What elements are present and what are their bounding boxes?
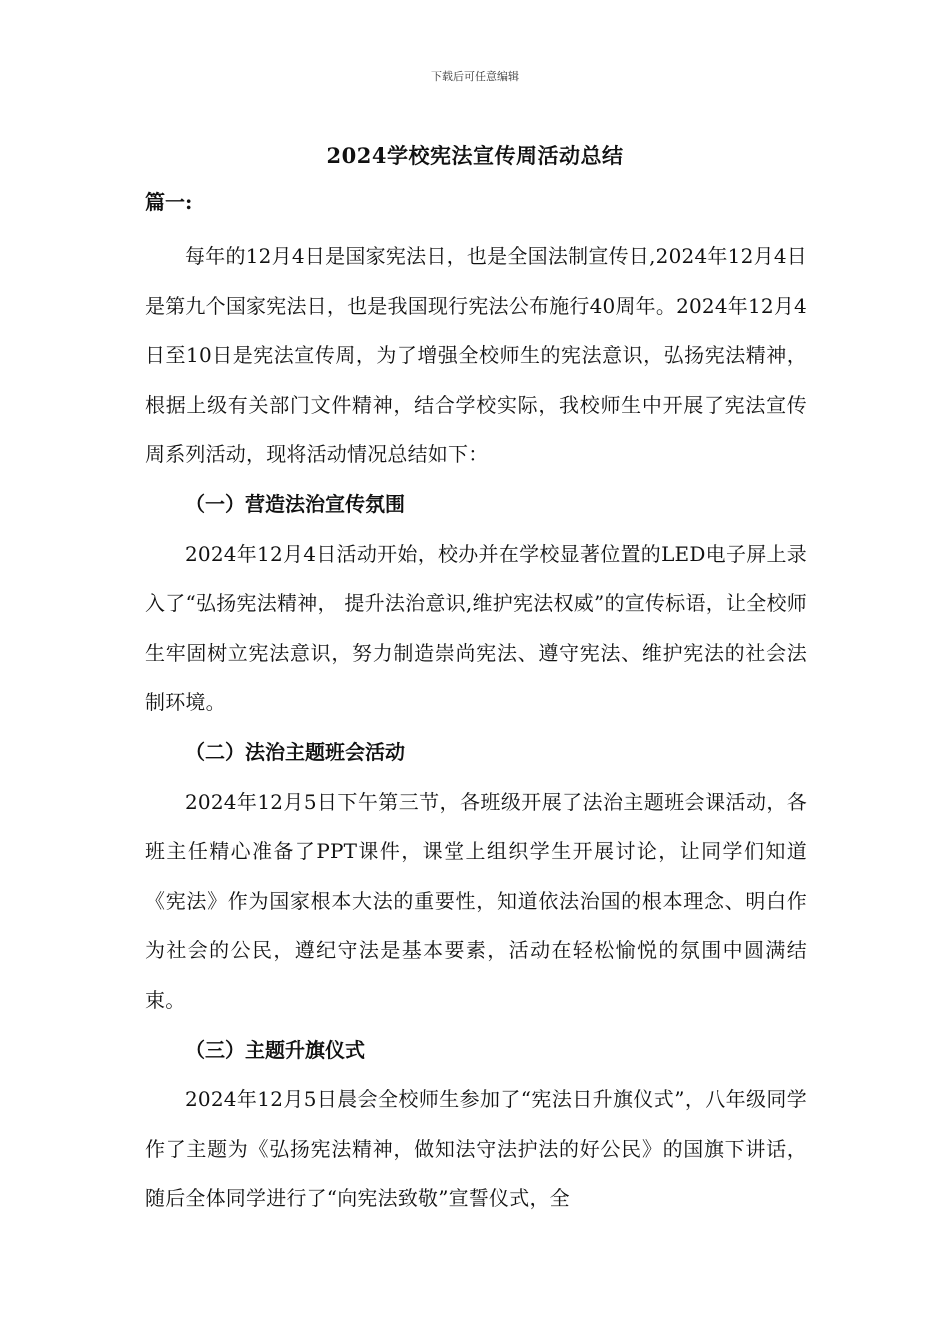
header-note: 下载后可任意编辑 bbox=[431, 70, 519, 83]
document-title: 2024学校宪法宣传周活动总结 bbox=[326, 143, 624, 168]
document-body bbox=[145, 186, 807, 1224]
subheading-class-meeting: （二）法治主题班会活动 bbox=[185, 739, 405, 764]
intro-paragraph: 每年的12月4日是国家宪法日，也是全国法制宣传日,2024年12月4日是第九个国家宪法日，也是我国现行宪法公布施行40周年。2024年12月4日至10日是宪法宣传周，为了增强全校师生的宪法意识，弘扬宪法精神，根据上级有关部门文件精神，结合学校实际，我校师生中开展了宪法宣传周系列活动，现将活动情况总结如下： bbox=[145, 244, 807, 467]
paragraph-class-meeting: 2024年12月5日下午第三节，各班级开展了法治主题班会课活动，各班主任精心准备了PPT课件，课堂上组织学生开展讨论，让同学们知道《宪法》作为国家根本大法的重要性，知道依法治国的根本理念、明白作为社会的公民，遵纪守法是基本要素，活动在轻松愉悦的氛围中圆满结束。 bbox=[145, 789, 807, 1012]
paragraph-flag-ceremony: 2024年12月5日晨会全校师生参加了“宪法日升旗仪式”，八年级同学作了主题为《弘扬宪法精神，做知法守法护法的好公民》的国旗下讲话，随后全体同学进行了“向宪法致敬”宣誓仪式，全 bbox=[145, 1087, 807, 1211]
subheading-flag-ceremony: （三）主题升旗仪式 bbox=[185, 1037, 365, 1062]
paragraph-atmosphere: 2024年12月4日活动开始，校办并在学校显著位置的LED电子屏上录入了“弘扬宪法精神， 提升法治意识,维护宪法权威”的宣传标语，让全校师生牢固树立宪法意识，努力制造崇尚宪法、遵守宪法、维护宪法的社会法制环境。 bbox=[145, 541, 807, 715]
section-label: 篇一: bbox=[145, 190, 193, 214]
subheading-atmosphere: （一）营造法治宣传氛围 bbox=[185, 491, 405, 516]
